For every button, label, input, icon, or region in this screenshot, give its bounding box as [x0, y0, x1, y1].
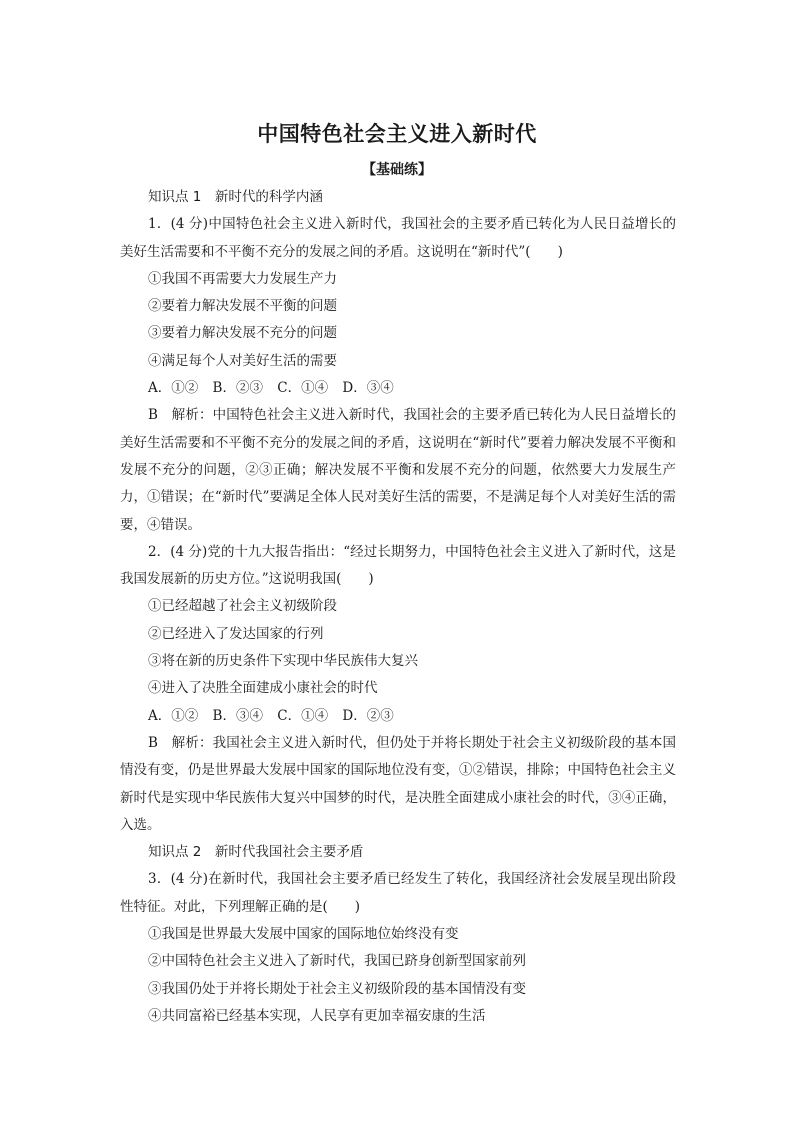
- question-2-item: ①已经超越了社会主义初级阶段: [148, 598, 337, 615]
- question-2-item: ③将在新的历史条件下实现中华民族伟大复兴: [148, 653, 418, 670]
- knowledge-point-2: 知识点 2 新时代我国社会主要矛盾: [148, 844, 364, 861]
- page-title: 中国特色社会主义进入新时代: [257, 122, 537, 146]
- question-2-item: ②已经进入了发达国家的行列: [148, 625, 324, 642]
- question-1-item: ①我国不再需要大力发展生产力: [148, 270, 337, 287]
- question-1-item: ③要着力解决发展不充分的问题: [148, 325, 337, 342]
- option-a: A．①②: [148, 707, 199, 724]
- question-2-options: [120, 703, 676, 730]
- option-a: A．①②: [148, 380, 199, 397]
- question-2-item: ④进入了决胜全面建成小康社会的时代: [148, 680, 378, 697]
- question-3-item: ②中国特色社会主义进入了新时代，我国已跻身创新型国家前列: [148, 953, 526, 970]
- question-1-stem: 1．(4 分)中国特色社会主义进入新时代，我国社会的主要矛盾已转化为人民日益增长的美好生活需要和不平衡不充分的发展之间的矛盾。这说明在“新时代”( ): [120, 216, 676, 260]
- question-2-answer: B 解析：我国社会主义进入新时代，但仍处于并将长期处于社会主义初级阶段的基本国情没有变，仍是世界最大发展中国家的国际地位没有变，①②错误，排除；中国特色社会主义新时代是实现中华民族伟大复兴中国梦的时代，是决胜全面建成小康社会的时代，③④正确，入选。: [120, 734, 676, 833]
- question-1-item: ②要着力解决发展不平衡的问题: [148, 298, 337, 315]
- option-c: C．①④: [277, 380, 329, 397]
- option-d: D．②③: [342, 707, 394, 724]
- option-b: B．②③: [212, 380, 263, 397]
- option-d: D．③④: [342, 380, 394, 397]
- option-b: B．③④: [212, 707, 263, 724]
- question-1-answer: B 解析：中国特色社会主义进入新时代，我国社会的主要矛盾已转化为人民日益增长的美好生活需要和不平衡不充分的发展之间的矛盾，这说明在“新时代”要着力解决发展不平衡和发展不充分的问题，②③正确；解决发展不平衡和发展不充分的问题，依然要大力发展生产力，①错误；在“新时代”要满足全体人民对美好生活的需要，不是满足每个人对美好生活的需要，④错误。: [120, 407, 676, 533]
- question-3-item: ①我国是世界最大发展中国家的国际地位始终没有变: [148, 926, 459, 943]
- document-body: [120, 184, 676, 1030]
- question-3-item: ③我国仍处于并将长期处于社会主义初级阶段的基本国情没有变: [148, 980, 526, 997]
- knowledge-point-1: 知识点 1 新时代的科学内涵: [148, 189, 323, 205]
- question-1-item: ④满足每个人对美好生活的需要: [148, 352, 337, 369]
- question-3-stem: 3．(4 分)在新时代，我国社会主要矛盾已经发生了转化，我国经济社会发展呈现出阶段性特征。对此，下列理解正确的是( ): [120, 871, 676, 915]
- question-3-item: ④共同富裕已经基本实现，人民享有更加幸福安康的生活: [148, 1007, 486, 1024]
- question-1-options: [120, 375, 676, 402]
- option-c: C．①④: [277, 707, 329, 724]
- question-2-stem: 2．(4 分)党的十九大报告指出：“经过长期努力，中国特色社会主义进入了新时代，这是我国发展新的历史方位。”这说明我国( ): [120, 543, 676, 588]
- section-heading: 【基础练】: [362, 162, 432, 178]
